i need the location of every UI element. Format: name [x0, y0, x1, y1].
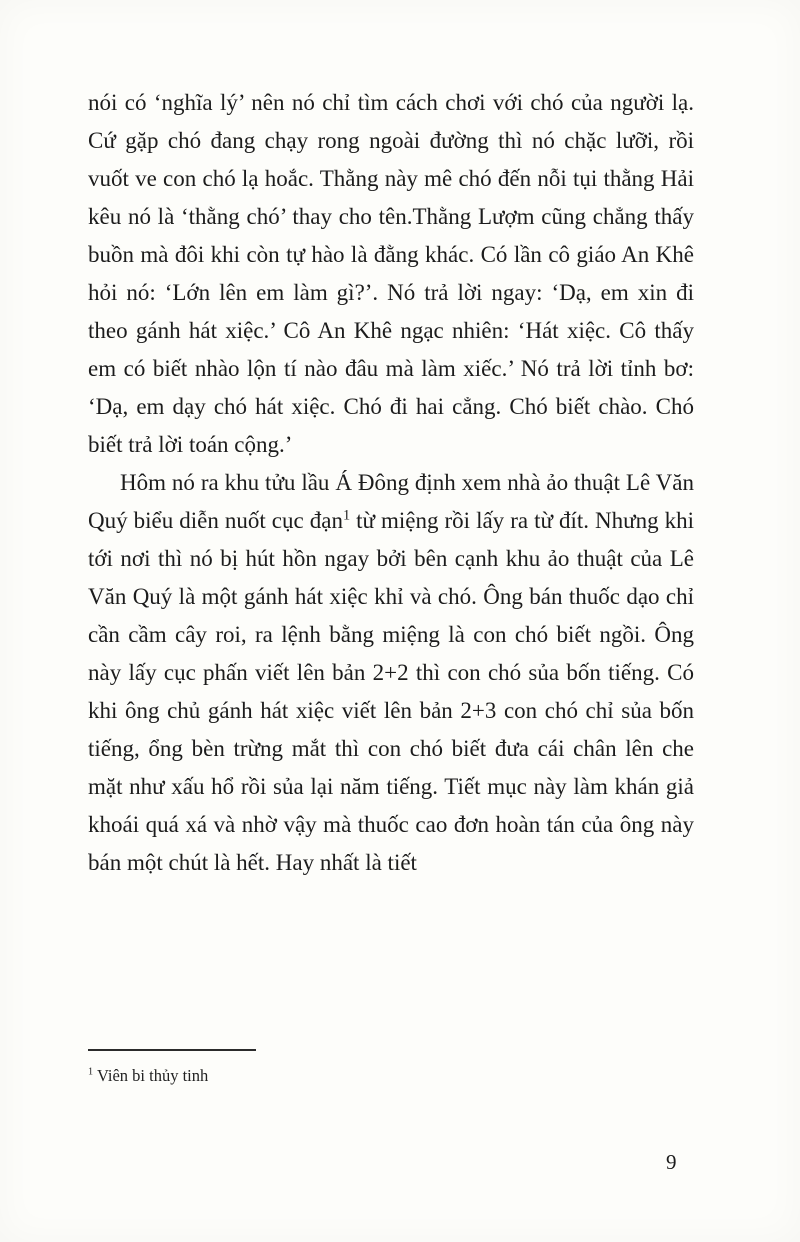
footnote-divider — [88, 1049, 256, 1051]
paragraph-text: nói có ‘nghĩa lý’ nên nó chỉ tìm cách chơi với chó của người lạ. Cứ gặp chó đang chạy rong ngoài đường thì nó chặc lưỡi, rồi vuốt ve con chó lạ hoắc. Thằng này mê chó đến nỗi tụi thằng Hải kêu nó là ‘thằng chó’ thay cho tên.Thằng Lượm cũng chẳng thấy buồn mà đôi khi còn tự hào là đằng khác. Có lần cô giáo An Khê hỏi nó: ‘Lớn lên em làm gì?’. Nó trả lời ngay: ‘Dạ, em xin đi theo gánh hát xiệc.’ Cô An Khê ngạc nhiên: ‘Hát xiệc. Cô thấy em có biết nhào lộn tí nào đâu mà làm xiếc.’ Nó trả lời tỉnh bơ: ‘Dạ, em dạy chó hát xiệc. Chó đi hai cẳng. Chó biết chào. Chó biết trả lời toán cộng.’ — [88, 90, 694, 457]
paragraph-text: Hôm nó ra khu tửu lầu Á Đông định xem nhà ảo thuật Lê Văn Quý biểu diễn nuốt cục đạn — [88, 470, 694, 533]
footnote — [88, 1064, 588, 1088]
paragraph — [88, 464, 694, 882]
page-number: 9 — [666, 1150, 677, 1174]
paragraph-text: từ miệng rồi lấy ra từ đít. Nhưng khi tới nơi thì nó bị hút hồn ngay bởi bên cạnh khu ảo thuật của Lê Văn Quý là một gánh hát xiệc khỉ và chó. Ông bán thuốc dạo chỉ cần cầm cây roi, ra lệnh bằng miệng là con chó biết ngồi. Ông này lấy cục phấn viết lên bản 2+2 thì con chó sủa bốn tiếng. Có khi ông chủ gánh hát xiệc viết lên bản 2+3 con chó chỉ sủa bốn tiếng, ổng bèn trừng mắt thì con chó biết đưa cái chân lên che mặt như xấu hổ rồi sủa lại năm tiếng. Tiết mục này làm khán giả khoái quá xá và nhờ vậy mà thuốc cao đơn hoàn tán của ông này bán một chút là hết. Hay nhất là tiết — [88, 508, 695, 875]
body-text — [88, 84, 694, 882]
footnote-reference: 1 — [342, 507, 351, 524]
footnote-marker: 1 — [88, 1066, 94, 1078]
footnote-text: Viên bi thủy tinh — [96, 1066, 209, 1085]
paragraph — [88, 84, 694, 464]
